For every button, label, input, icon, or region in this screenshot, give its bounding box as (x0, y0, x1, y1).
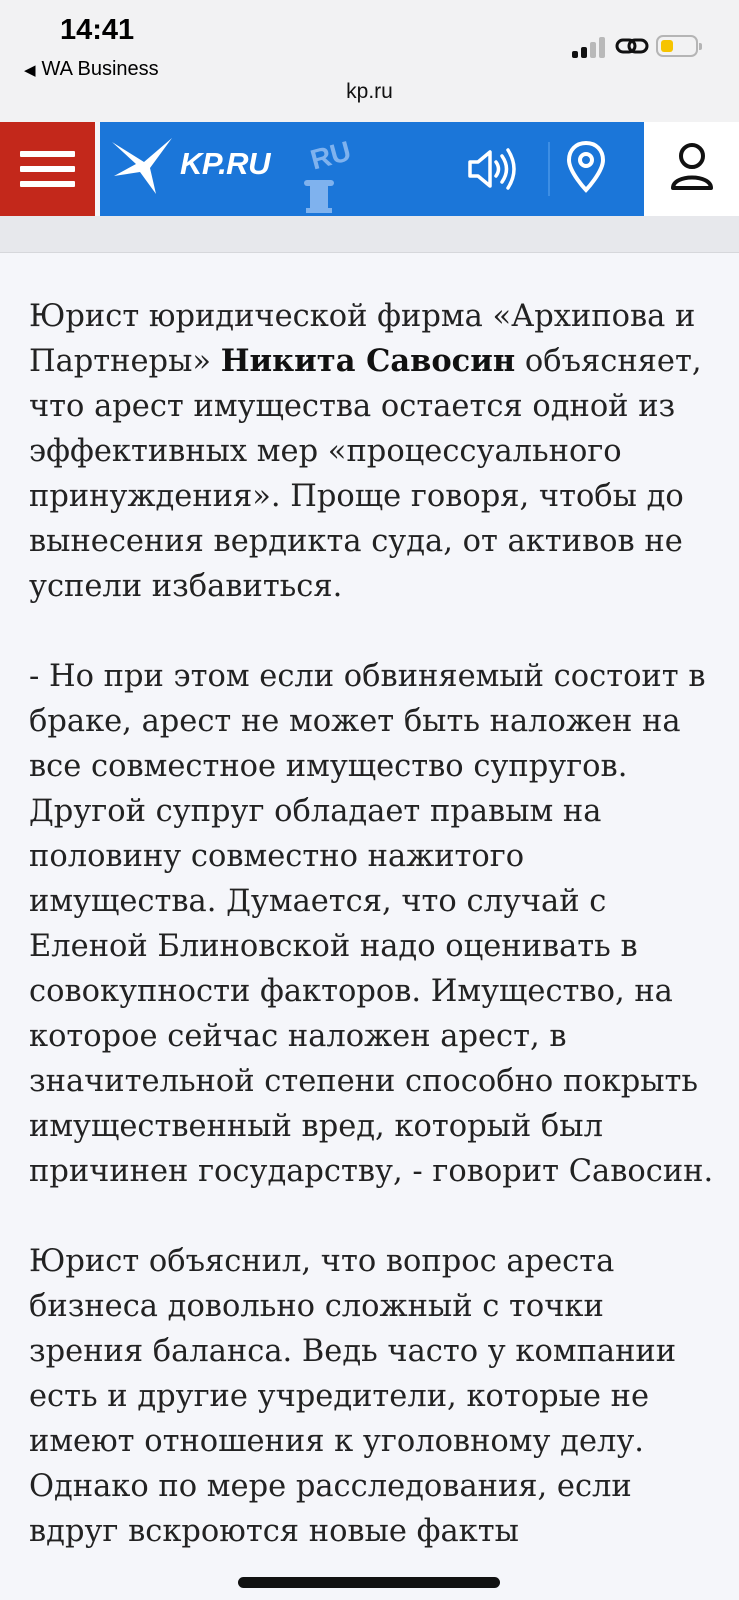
status-bar (0, 0, 739, 122)
address-bar-url[interactable]: kp.ru (346, 80, 393, 103)
svg-text:RU: RU (307, 135, 355, 176)
article-body (29, 294, 719, 1599)
back-to-app-link[interactable] (24, 58, 159, 81)
back-arrow-icon: ◀ (24, 62, 36, 79)
text-selection-handle (238, 1577, 500, 1588)
menu-icon (20, 151, 75, 157)
account-button[interactable] (644, 122, 739, 216)
article-paragraph: Юрист объяснил, что вопрос ареста бизнеса довольно сложный с точки зрения баланса. Ведь часто у компании есть и другие учредители, которые не имеют отношения к уголовному делу. Однако по мере расследования, если вдруг вскроются новые факты (29, 1244, 677, 1549)
status-time: 14:41 (60, 14, 135, 46)
personal-hotspot-icon (615, 32, 649, 60)
site-logo[interactable]: KP.RU (180, 146, 270, 181)
header-divider (548, 142, 550, 196)
header-underbar (0, 216, 739, 253)
article-paragraph: Юрист юридической фирма «Архипова и Партнеры» Никита Савосин объясняет, что арест имущества остается одной из эффективных мер «процессуального принуждения». Проще говоря, чтобы до вынесения вердикта суда, от активов не успели избавиться. (29, 299, 702, 604)
cellular-signal-icon (572, 36, 608, 58)
brand-bar (100, 122, 644, 216)
article-paragraph: - Но при этом если обвиняемый состоит в браке, арест не может быть наложен на все совместное имущество супругов. Другой супруг обладает правым на половину совместно нажитого имущества. Думается, что случай с Еленой Блиновской надо оценивать в совокупности факторов. Имущество, на которое сейчас наложен арест, в значительной степени способно покрыть имущественный вред, который был причинен государству, - говорит Савосин. (29, 659, 714, 1189)
user-icon (670, 142, 714, 192)
site-header (0, 122, 739, 216)
location-pin-icon[interactable] (566, 140, 606, 194)
expert-name: Никита Савосин (220, 343, 516, 379)
back-app-label: WA Business (41, 58, 159, 80)
menu-button[interactable] (0, 122, 95, 216)
swallow-logo-icon[interactable] (110, 136, 174, 196)
ru-column-icon (296, 130, 360, 214)
battery-icon (656, 35, 698, 57)
speaker-icon[interactable] (466, 146, 518, 192)
